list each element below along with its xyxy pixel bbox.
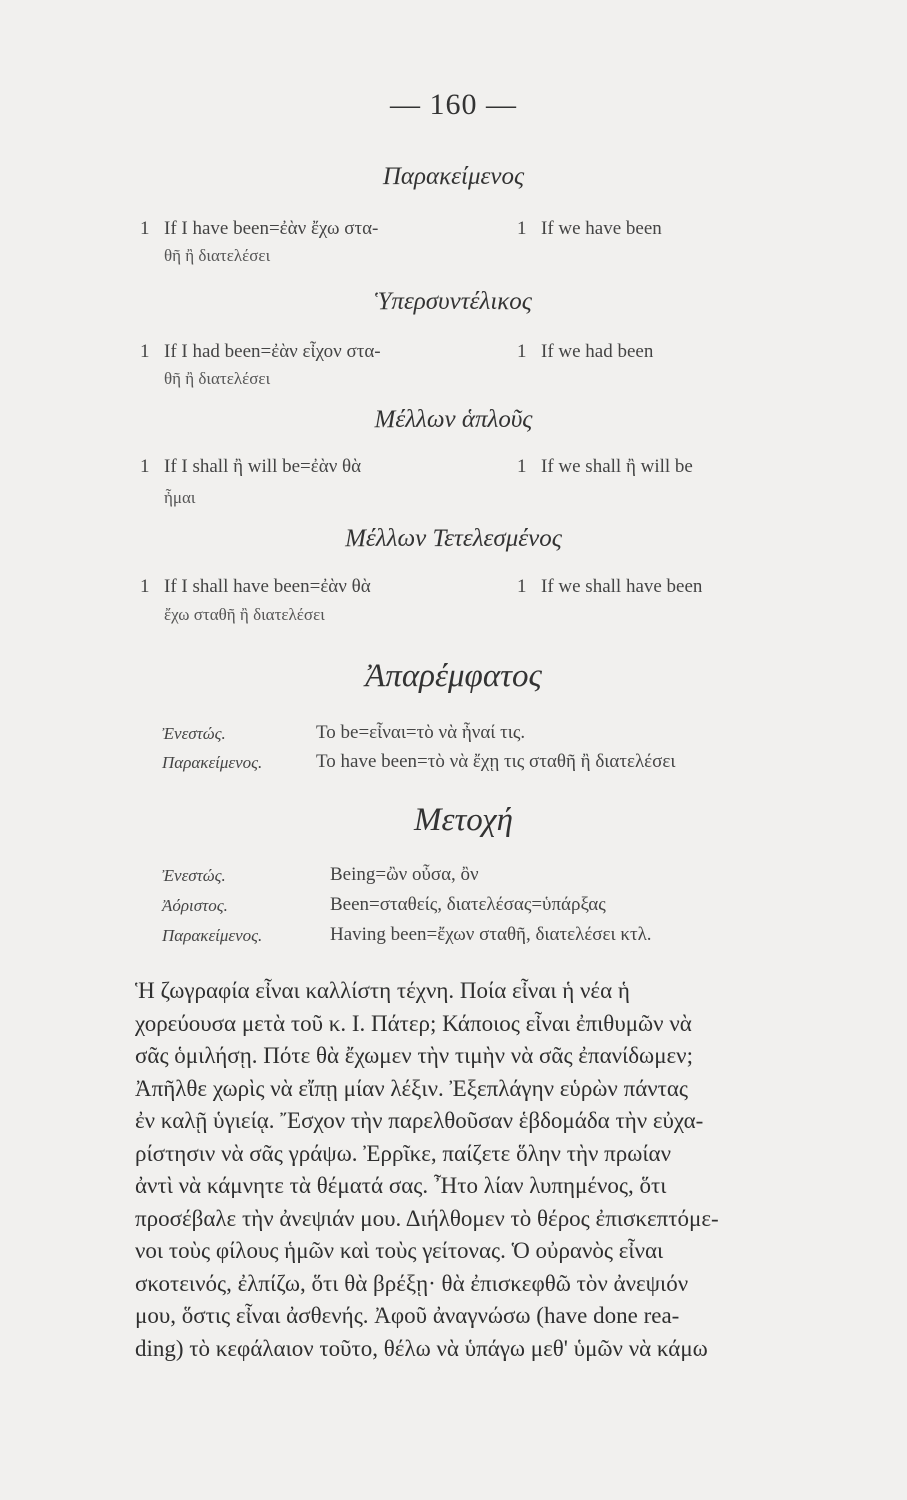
infinitive-label-present: Ἐνεστώς. <box>162 724 226 743</box>
pluperfect-left-number: 1 <box>140 341 150 362</box>
pluperfect-left-line <box>140 341 381 363</box>
perfect-left-number: 1 <box>140 218 150 239</box>
infinitive-value-present: To be=εἶναι=τὸ νὰ ἦναί τις. <box>316 722 526 743</box>
perfect-left-line <box>140 218 378 240</box>
page-number: — 160 — <box>390 88 517 121</box>
future-perfect-right-number: 1 <box>517 576 527 597</box>
perfect-right-number: 1 <box>517 218 527 239</box>
future-right-line <box>517 456 693 478</box>
heading-perfect: Παρακείμενος <box>382 163 525 190</box>
heading-future: Μέλλων ἁπλοῦς <box>374 406 533 433</box>
heading-participle: Μετοχή <box>413 802 514 838</box>
paragraph-line: σκοτεινός, ἐλπίζω, ὅτι θὰ βρέξῃ· θὰ ἐπισκεφθῶ τὸν ἀνεψιόν <box>135 1270 689 1296</box>
pluperfect-right-number: 1 <box>517 341 527 362</box>
future-left-line <box>140 456 361 478</box>
participle-value-perfect: Having been=ἔχων σταθῆ, διατελέσει κτλ. <box>330 924 652 945</box>
paragraph-line: σᾶς ὁμιλήσῃ. Πότε θὰ ἔχωμεν τὴν τιμὴν νὰ σᾶς ἐπανίδωμεν; <box>135 1043 693 1068</box>
future-left-number: 1 <box>140 456 150 477</box>
paragraph-line: ἀντὶ νὰ κάμνητε τὰ θέματά σας. Ἦτο λίαν λυπημένος, ὅτι <box>135 1173 667 1198</box>
future-perfect-left-text: If I shall have been=ἐὰν θὰ <box>164 576 371 597</box>
participle-value-present: Being=ὢν οὖσα, ὂν <box>330 864 479 885</box>
paragraph-line: μου, ὅστις εἶναι ἀσθενής. Ἀφοῦ ἀναγνώσω (have done rea- <box>135 1303 680 1328</box>
future-perfect-left-number: 1 <box>140 576 150 597</box>
perfect-left-text: If I have been=ἐὰν ἔχω στα- <box>164 218 379 239</box>
pluperfect-left-continuation: θῆ ἢ διατελέσει <box>164 369 271 388</box>
future-left-text: If I shall ἢ will be=ἐὰν θὰ <box>164 456 362 477</box>
paragraph-line: ἐν καλῇ ὑγιείᾳ. Ἔσχον τὴν παρελθοῦσαν ἑβδομάδα τὴν εὐχα- <box>135 1108 704 1133</box>
pluperfect-right-line <box>517 341 653 363</box>
pluperfect-left-text: If I had been=ἐὰν εἶχον στα- <box>164 341 381 362</box>
perfect-right-line <box>517 218 662 240</box>
paragraph-line: ding) τὸ κεφάλαιον τοῦτο, θέλω νὰ ὑπάγω μεθ' ὑμῶν νὰ κάμω <box>135 1335 708 1361</box>
infinitive-value-perfect: To have been=τὸ νὰ ἔχῃ τις σταθῆ ἢ διατελέσει <box>316 751 676 772</box>
exercise-paragraph <box>135 975 897 1365</box>
heading-pluperfect: Ὑπερσυντέλικος <box>375 288 532 315</box>
future-right-text: If we shall ἢ will be <box>541 456 693 477</box>
paragraph-line: Ἀπῆλθε χωρὶς νὰ εἴπῃ μίαν λέξιν. Ἐξεπλάγην εὑρὼν πάντας <box>135 1075 689 1101</box>
future-perfect-left-line <box>140 576 371 598</box>
future-perfect-right-line <box>517 576 702 598</box>
future-perfect-left-continuation: ἔχω σταθῆ ἢ διατελέσει <box>164 605 325 624</box>
participle-label-aorist: Ἀόριστος. <box>162 896 228 915</box>
paragraph-line: Ἡ ζωγραφία εἶναι καλλίστη τέχνη. Ποία εἶναι ἡ νέα ἡ <box>135 978 630 1003</box>
paragraph-line: ρίστησιν νὰ σᾶς γράψω. Ἐρρῖκε, παίζετε ὅλην τὴν πρωίαν <box>135 1140 671 1166</box>
perfect-right-text: If we have been <box>541 218 662 239</box>
participle-value-aorist: Been=σταθείς, διατελέσας=ὑπάρξας <box>330 894 606 915</box>
participle-label-perfect: Παρακείμενος. <box>162 926 263 945</box>
perfect-left-continuation: θῆ ἢ διατελέσει <box>164 246 271 265</box>
participle-label-present: Ἐνεστώς. <box>162 866 226 885</box>
paragraph-line: προσέβαλε τὴν ἀνεψιάν μου. Διήλθομεν τὸ θέρος ἐπισκεπτόμε- <box>135 1205 719 1231</box>
paragraph-line: νοι τοὺς φίλους ἡμῶν καὶ τοὺς γείτονας. Ὁ οὐρανὸς εἶναι <box>135 1238 664 1263</box>
heading-infinitive: Ἀπαρέμφατος <box>365 658 542 694</box>
future-perfect-right-text: If we shall have been <box>541 576 703 597</box>
paragraph-line: χορεύουσα μετὰ τοῦ κ. Ι. Πάτερ; Κάποιος εἶναι ἐπιθυμῶν νὰ <box>135 1010 692 1036</box>
future-right-number: 1 <box>517 456 527 477</box>
infinitive-label-perfect: Παρακείμενος. <box>162 753 263 772</box>
heading-future-perfect: Μέλλων Τετελεσμένος <box>345 525 562 552</box>
pluperfect-right-text: If we had been <box>541 341 654 362</box>
future-left-continuation: ἦμαι <box>164 488 196 507</box>
